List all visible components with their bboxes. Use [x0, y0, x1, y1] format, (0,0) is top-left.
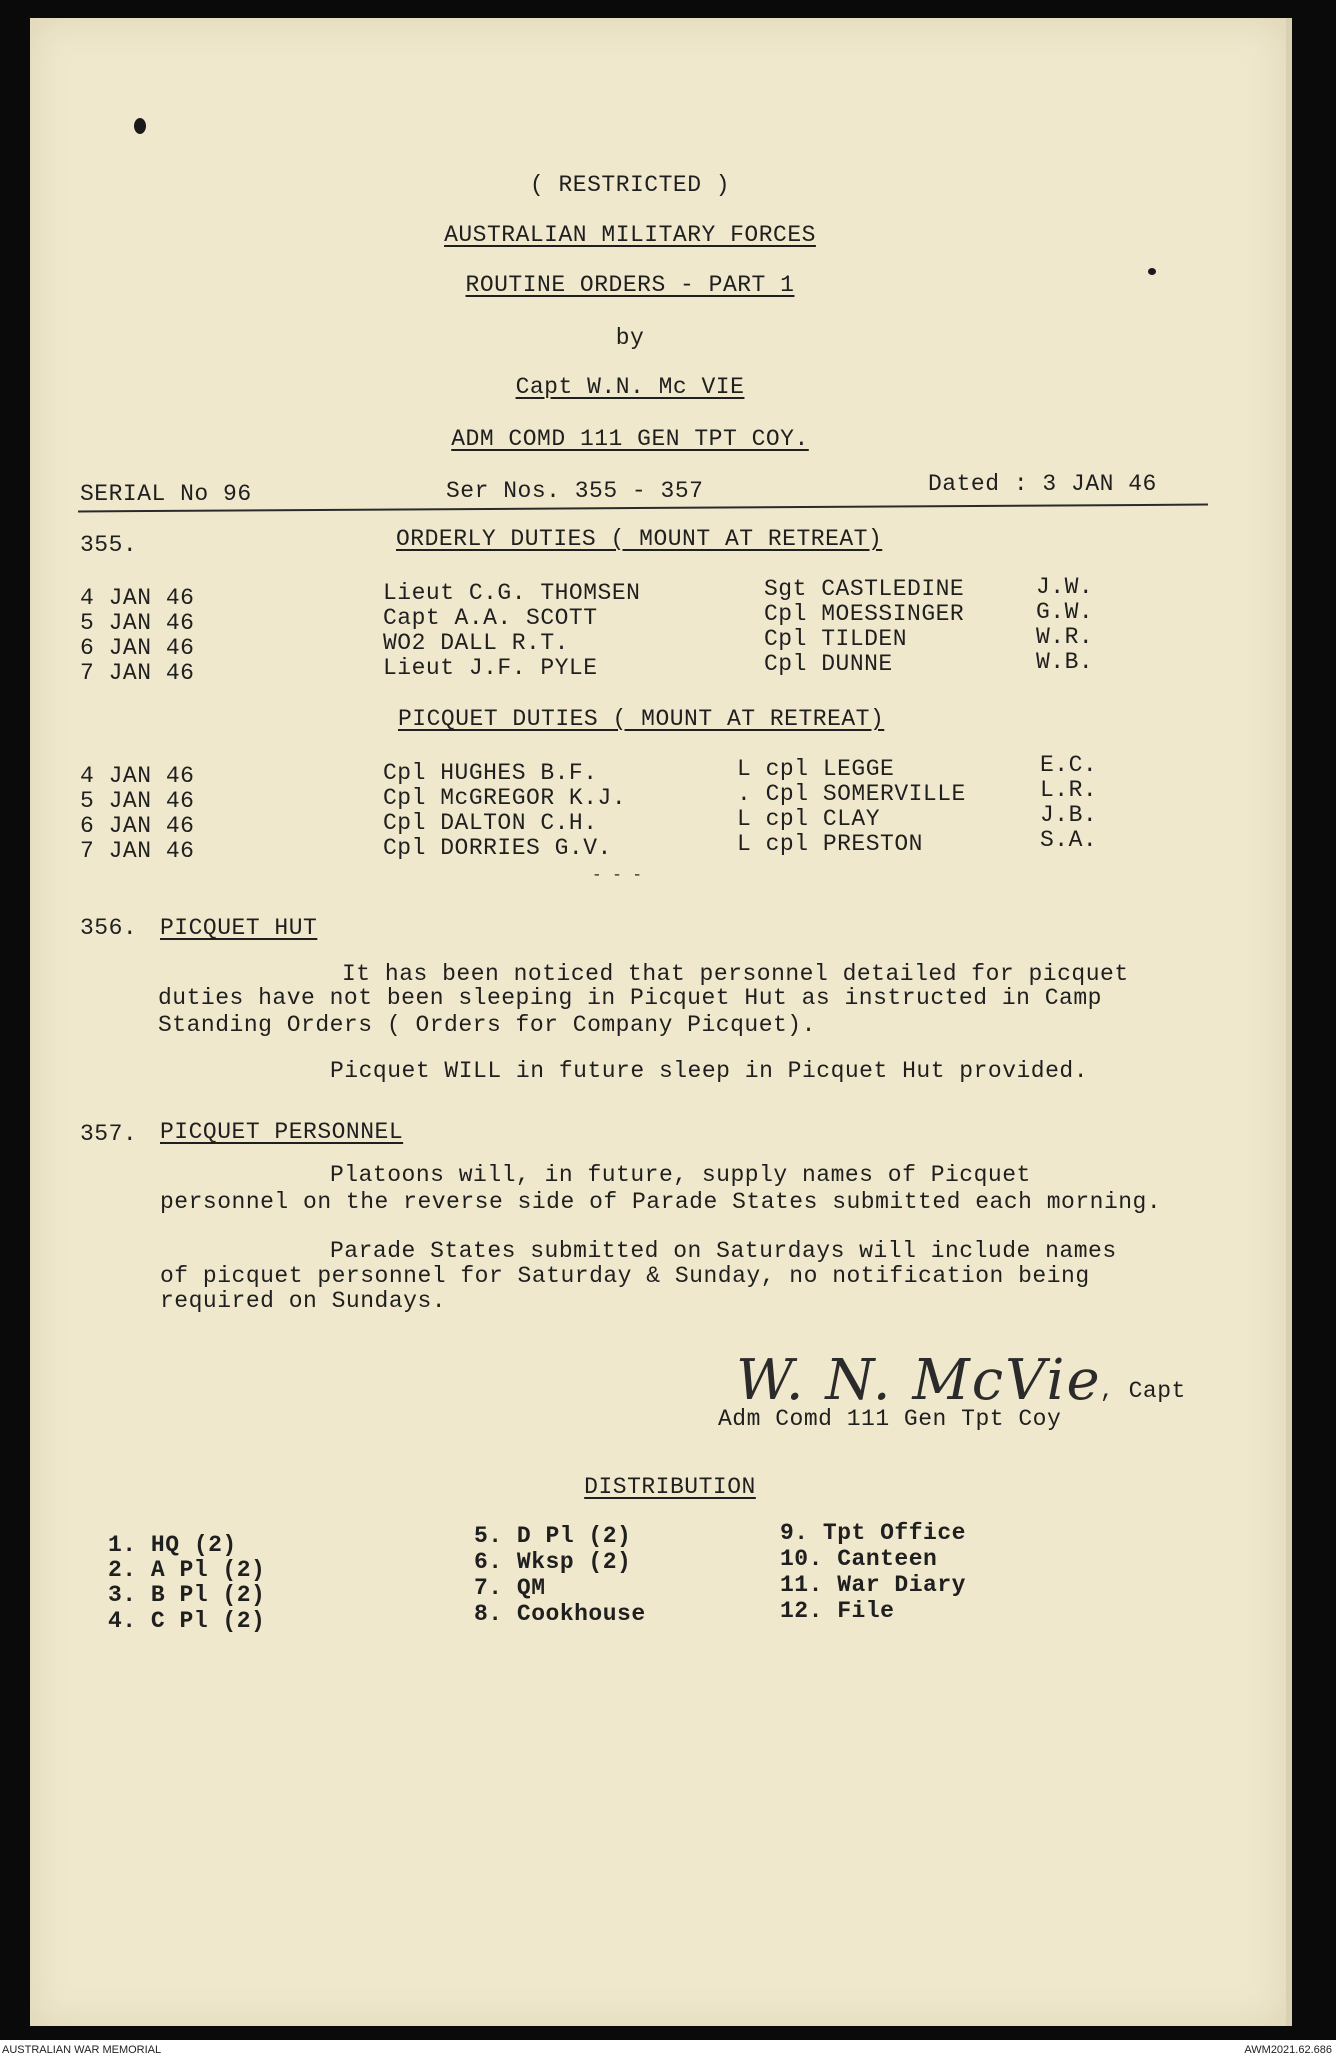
duty-initials: E.C.	[1040, 752, 1098, 778]
duty-officer: WO2 DALL R.T.	[383, 630, 569, 656]
ink-mark	[1148, 268, 1156, 275]
duty-date: 6 JAN 46	[80, 813, 195, 839]
archive-reference: AWM2021.62.686	[1244, 2044, 1332, 2056]
personnel-para-line: Parade States submitted on Saturdays will include names	[330, 1238, 1117, 1264]
duty-nco: Sgt CASTLEDINE	[764, 576, 965, 602]
list-item: 7. QM	[474, 1575, 546, 1601]
section-divider: - - -	[592, 866, 643, 884]
duty-initials: J.W.	[1036, 574, 1094, 600]
duty-date: 4 JAN 46	[80, 585, 195, 611]
command-heading: ADM COMD 111 GEN TPT COY.	[451, 426, 809, 452]
duty-date: 5 JAN 46	[80, 610, 195, 636]
duty-date: 7 JAN 46	[80, 660, 195, 686]
picquet-hut-para-line: duties have not been sleeping in Picquet Hut as instructed in Camp	[158, 985, 1102, 1011]
picquet-hut-para-line: Standing Orders ( Orders for Company Picquet).	[158, 1012, 816, 1038]
punch-hole	[134, 118, 146, 134]
page-edge	[1286, 18, 1292, 2026]
duty-nco: Cpl MOESSINGER	[764, 601, 965, 627]
duty-date: 5 JAN 46	[80, 788, 195, 814]
picquet-hut-para-2: Picquet WILL in future sleep in Picquet Hut provided.	[330, 1058, 1089, 1084]
duty-first: Cpl DORRIES G.V.	[383, 835, 612, 861]
orderly-duties-title: ORDERLY DUTIES ( MOUNT AT RETREAT)	[396, 526, 883, 552]
duty-officer: Lieut C.G. THOMSEN	[383, 580, 641, 606]
order-356-number: 356.	[80, 915, 138, 941]
archive-credit: AUSTRALIAN WAR MEMORIAL	[2, 2044, 162, 2056]
duty-initials: J.B.	[1040, 802, 1098, 828]
order-357-number: 357.	[80, 1121, 138, 1147]
duty-first: Cpl DALTON C.H.	[383, 810, 598, 836]
order-date: Dated : 3 JAN 46	[928, 471, 1157, 497]
order-355-number: 355.	[80, 532, 138, 558]
duty-officer: Capt A.A. SCOTT	[383, 605, 598, 631]
duty-first: Cpl McGREGOR K.J.	[383, 785, 627, 811]
list-item: 5. D Pl (2)	[474, 1523, 632, 1549]
duty-initials: S.A.	[1040, 827, 1098, 853]
routine-orders-heading: ROUTINE ORDERS - PART 1	[465, 272, 795, 298]
list-item: 8. Cookhouse	[474, 1601, 646, 1627]
duty-initials: L.R.	[1040, 777, 1098, 803]
duty-officer: Lieut J.F. PYLE	[383, 655, 598, 681]
duty-date: 4 JAN 46	[80, 763, 195, 789]
serial-number: SERIAL No 96	[80, 481, 252, 507]
issuing-officer: Capt W.N. Mc VIE	[515, 374, 745, 400]
forces-heading: AUSTRALIAN MILITARY FORCES	[444, 222, 816, 248]
distribution-title: DISTRIBUTION	[584, 1474, 756, 1500]
by-label: by	[615, 325, 645, 351]
duty-nco: Cpl DUNNE	[764, 651, 893, 677]
list-item: 4. C Pl (2)	[108, 1608, 266, 1634]
duty-date: 7 JAN 46	[80, 838, 195, 864]
list-item: 11. War Diary	[780, 1572, 966, 1598]
signatory-appointment: Adm Comd 111 Gen Tpt Coy	[718, 1406, 1062, 1432]
list-item: 6. Wksp (2)	[474, 1549, 632, 1575]
restricted-label: ( RESTRICTED )	[529, 172, 731, 198]
duty-second: L cpl PRESTON	[737, 831, 923, 857]
picquet-personnel-title: PICQUET PERSONNEL	[160, 1119, 404, 1145]
signatory-rank: , Capt	[1100, 1378, 1186, 1404]
duty-second: . Cpl SOMERVILLE	[737, 781, 966, 807]
picquet-duties-title: PICQUET DUTIES ( MOUNT AT RETREAT)	[398, 706, 885, 732]
duty-second: L cpl LEGGE	[737, 756, 895, 782]
duty-initials: W.B.	[1036, 649, 1094, 675]
personnel-para-line: of picquet personnel for Saturday & Sunday, no notification being	[160, 1263, 1090, 1289]
personnel-para-line: Platoons will, in future, supply names of Picquet	[330, 1162, 1031, 1188]
list-item: 12. File	[780, 1598, 895, 1624]
duty-second: L cpl CLAY	[737, 806, 881, 832]
list-item: 9. Tpt Office	[780, 1520, 966, 1546]
duty-date: 6 JAN 46	[80, 635, 195, 661]
list-item: 3. B Pl (2)	[108, 1582, 266, 1608]
list-item: 1. HQ (2)	[108, 1532, 237, 1558]
duty-initials: G.W.	[1036, 599, 1094, 625]
list-item: 10. Canteen	[780, 1546, 938, 1572]
personnel-para-line: personnel on the reverse side of Parade States submitted each morning.	[160, 1189, 1162, 1215]
serial-numbers-range: Ser Nos. 355 - 357	[446, 478, 704, 504]
duty-initials: W.R.	[1036, 624, 1094, 650]
personnel-para-line: required on Sundays.	[160, 1288, 447, 1314]
duty-first: Cpl HUGHES B.F.	[383, 760, 598, 786]
picquet-hut-para-line: It has been noticed that personnel detailed for picquet	[342, 961, 1129, 987]
list-item: 2. A Pl (2)	[108, 1557, 266, 1583]
handwritten-signature: W. N. McVie	[736, 1348, 1102, 1413]
picquet-hut-title: PICQUET HUT	[160, 915, 318, 941]
duty-nco: Cpl TILDEN	[764, 626, 908, 652]
